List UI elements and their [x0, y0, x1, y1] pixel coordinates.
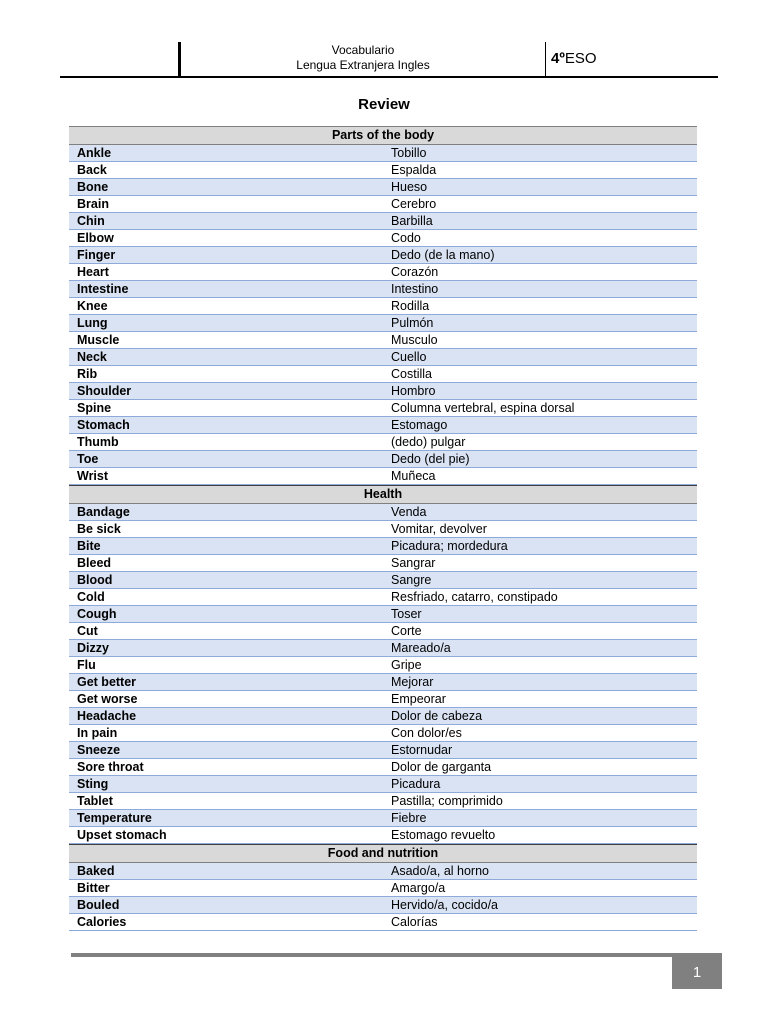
- table-row: [69, 657, 697, 674]
- table-row: [69, 623, 697, 640]
- table-row: [69, 247, 697, 264]
- table-row: [69, 691, 697, 708]
- header-subject: [182, 43, 544, 73]
- table-row: [69, 880, 697, 897]
- table-row: [69, 914, 697, 931]
- spanish-translation: Estomago: [391, 418, 448, 432]
- spanish-translation: Estornudar: [391, 743, 453, 757]
- english-term: Shoulder: [77, 384, 132, 398]
- english-term: Get worse: [77, 692, 138, 706]
- english-term: Knee: [77, 299, 108, 313]
- table-row: [69, 349, 697, 366]
- spanish-translation: Musculo: [391, 333, 438, 347]
- spanish-translation: Dolor de cabeza: [391, 709, 483, 723]
- english-term: Headache: [77, 709, 137, 723]
- english-term: Cold: [77, 590, 105, 604]
- spanish-translation: Pastilla; comprimido: [391, 794, 503, 808]
- english-term: Finger: [77, 248, 116, 262]
- table-row: [69, 417, 697, 434]
- table-row: [69, 230, 697, 247]
- page-header: [60, 42, 718, 78]
- spanish-translation: Tobillo: [391, 146, 427, 160]
- spanish-translation: Codo: [391, 231, 421, 245]
- table-row: [69, 606, 697, 623]
- spanish-translation: Rodilla: [391, 299, 430, 313]
- table-row: [69, 810, 697, 827]
- table-row: [69, 538, 697, 555]
- english-term: Sore throat: [77, 760, 144, 774]
- section-heading: Food and nutrition: [69, 844, 697, 863]
- table-row: [69, 572, 697, 589]
- table-row: [69, 196, 697, 213]
- header-grade-number: 4º: [551, 50, 565, 67]
- table-row: [69, 827, 697, 844]
- spanish-translation: Hervido/a, cocido/a: [391, 898, 499, 912]
- english-term: Brain: [77, 197, 109, 211]
- english-term: Tablet: [77, 794, 113, 808]
- spanish-translation: Dedo (de la mano): [391, 248, 495, 262]
- table-row: [69, 640, 697, 657]
- english-term: Cough: [77, 607, 117, 621]
- header-divider-left: [178, 42, 181, 76]
- table-row: [69, 366, 697, 383]
- english-term: Cut: [77, 624, 98, 638]
- english-term: Sting: [77, 777, 109, 791]
- table-row: [69, 521, 697, 538]
- section-heading: Health: [69, 485, 697, 504]
- english-term: Blood: [77, 573, 113, 587]
- english-term: Be sick: [77, 522, 121, 536]
- header-grade: [551, 50, 597, 67]
- table-row: [69, 213, 697, 230]
- spanish-translation: Estomago revuelto: [391, 828, 496, 842]
- english-term: Toe: [77, 452, 99, 466]
- table-row: [69, 725, 697, 742]
- spanish-translation: Cerebro: [391, 197, 437, 211]
- spanish-translation: Columna vertebral, espina dorsal: [391, 401, 575, 415]
- spanish-translation: Venda: [391, 505, 427, 519]
- english-term: Rib: [77, 367, 98, 381]
- english-term: Thumb: [77, 435, 119, 449]
- table-row: [69, 589, 697, 606]
- footer-rule: [71, 953, 722, 957]
- spanish-translation: Corte: [391, 624, 422, 638]
- english-term: Bone: [77, 180, 109, 194]
- english-term: Get better: [77, 675, 137, 689]
- page-number: 1: [672, 956, 722, 989]
- table-row: [69, 179, 697, 196]
- english-term: Bouled: [77, 898, 120, 912]
- spanish-translation: Toser: [391, 607, 422, 621]
- spanish-translation: Asado/a, al horno: [391, 864, 489, 878]
- spanish-translation: Sangrar: [391, 556, 436, 570]
- english-term: Bite: [77, 539, 101, 553]
- table-row: [69, 162, 697, 179]
- spanish-translation: Dedo (del pie): [391, 452, 470, 466]
- table-row: [69, 332, 697, 349]
- english-term: In pain: [77, 726, 118, 740]
- spanish-translation: Sangre: [391, 573, 432, 587]
- table-row: [69, 383, 697, 400]
- spanish-translation: Costilla: [391, 367, 432, 381]
- english-term: Spine: [77, 401, 112, 415]
- table-row: [69, 742, 697, 759]
- spanish-translation: Intestino: [391, 282, 439, 296]
- table-row: [69, 298, 697, 315]
- table-row: [69, 281, 697, 298]
- english-term: Wrist: [77, 469, 109, 483]
- spanish-translation: Hombro: [391, 384, 436, 398]
- header-grade-level: ESO: [564, 50, 597, 67]
- table-row: [69, 793, 697, 810]
- table-row: [69, 400, 697, 417]
- english-term: Elbow: [77, 231, 114, 245]
- spanish-translation: Pulmón: [391, 316, 434, 330]
- table-row: [69, 434, 697, 451]
- table-row: [69, 776, 697, 793]
- table-row: [69, 145, 697, 162]
- spanish-translation: Empeorar: [391, 692, 446, 706]
- page-title: Review: [358, 96, 410, 113]
- table-row: [69, 315, 697, 332]
- english-term: Back: [77, 163, 107, 177]
- english-term: Calories: [77, 915, 127, 929]
- spanish-translation: Espalda: [391, 163, 437, 177]
- spanish-translation: Barbilla: [391, 214, 433, 228]
- spanish-translation: Cuello: [391, 350, 427, 364]
- spanish-translation: Picadura; mordedura: [391, 539, 508, 553]
- spanish-translation: Mareado/a: [391, 641, 451, 655]
- spanish-translation: Corazón: [391, 265, 439, 279]
- spanish-translation: Muñeca: [391, 469, 436, 483]
- header-line-2: Lengua Extranjera Ingles: [296, 58, 430, 72]
- english-term: Baked: [77, 864, 115, 878]
- spanish-translation: Picadura: [391, 777, 441, 791]
- spanish-translation: Mejorar: [391, 675, 434, 689]
- english-term: Intestine: [77, 282, 129, 296]
- header-line-1: Vocabulario: [331, 43, 395, 57]
- table-row: [69, 451, 697, 468]
- english-term: Bandage: [77, 505, 130, 519]
- spanish-translation: Vomitar, devolver: [391, 522, 487, 536]
- table-row: [69, 555, 697, 572]
- vocabulary-table: [69, 126, 697, 931]
- english-term: Heart: [77, 265, 109, 279]
- table-row: [69, 504, 697, 521]
- spanish-translation: Gripe: [391, 658, 422, 672]
- english-term: Muscle: [77, 333, 120, 347]
- table-row: [69, 897, 697, 914]
- english-term: Flu: [77, 658, 96, 672]
- spanish-translation: Resfriado, catarro, constipado: [391, 590, 558, 604]
- table-row: [69, 759, 697, 776]
- table-row: [69, 708, 697, 725]
- spanish-translation: Amargo/a: [391, 881, 446, 895]
- english-term: Ankle: [77, 146, 112, 160]
- spanish-translation: Dolor de garganta: [391, 760, 492, 774]
- spanish-translation: Calorías: [391, 915, 438, 929]
- english-term: Sneeze: [77, 743, 121, 757]
- spanish-translation: Con dolor/es: [391, 726, 462, 740]
- english-term: Upset stomach: [77, 828, 167, 842]
- table-row: [69, 264, 697, 281]
- table-row: [69, 468, 697, 485]
- english-term: Stomach: [77, 418, 130, 432]
- spanish-translation: (dedo) pulgar: [391, 435, 466, 449]
- spanish-translation: Fiebre: [391, 811, 427, 825]
- section-heading: Parts of the body: [69, 127, 697, 145]
- spanish-translation: Hueso: [391, 180, 428, 194]
- english-term: Temperature: [77, 811, 152, 825]
- english-term: Bleed: [77, 556, 112, 570]
- table-row: [69, 863, 697, 880]
- english-term: Dizzy: [77, 641, 109, 655]
- english-term: Chin: [77, 214, 105, 228]
- english-term: Bitter: [77, 881, 110, 895]
- header-divider-right: [545, 42, 546, 76]
- english-term: Neck: [77, 350, 107, 364]
- table-row: [69, 674, 697, 691]
- english-term: Lung: [77, 316, 108, 330]
